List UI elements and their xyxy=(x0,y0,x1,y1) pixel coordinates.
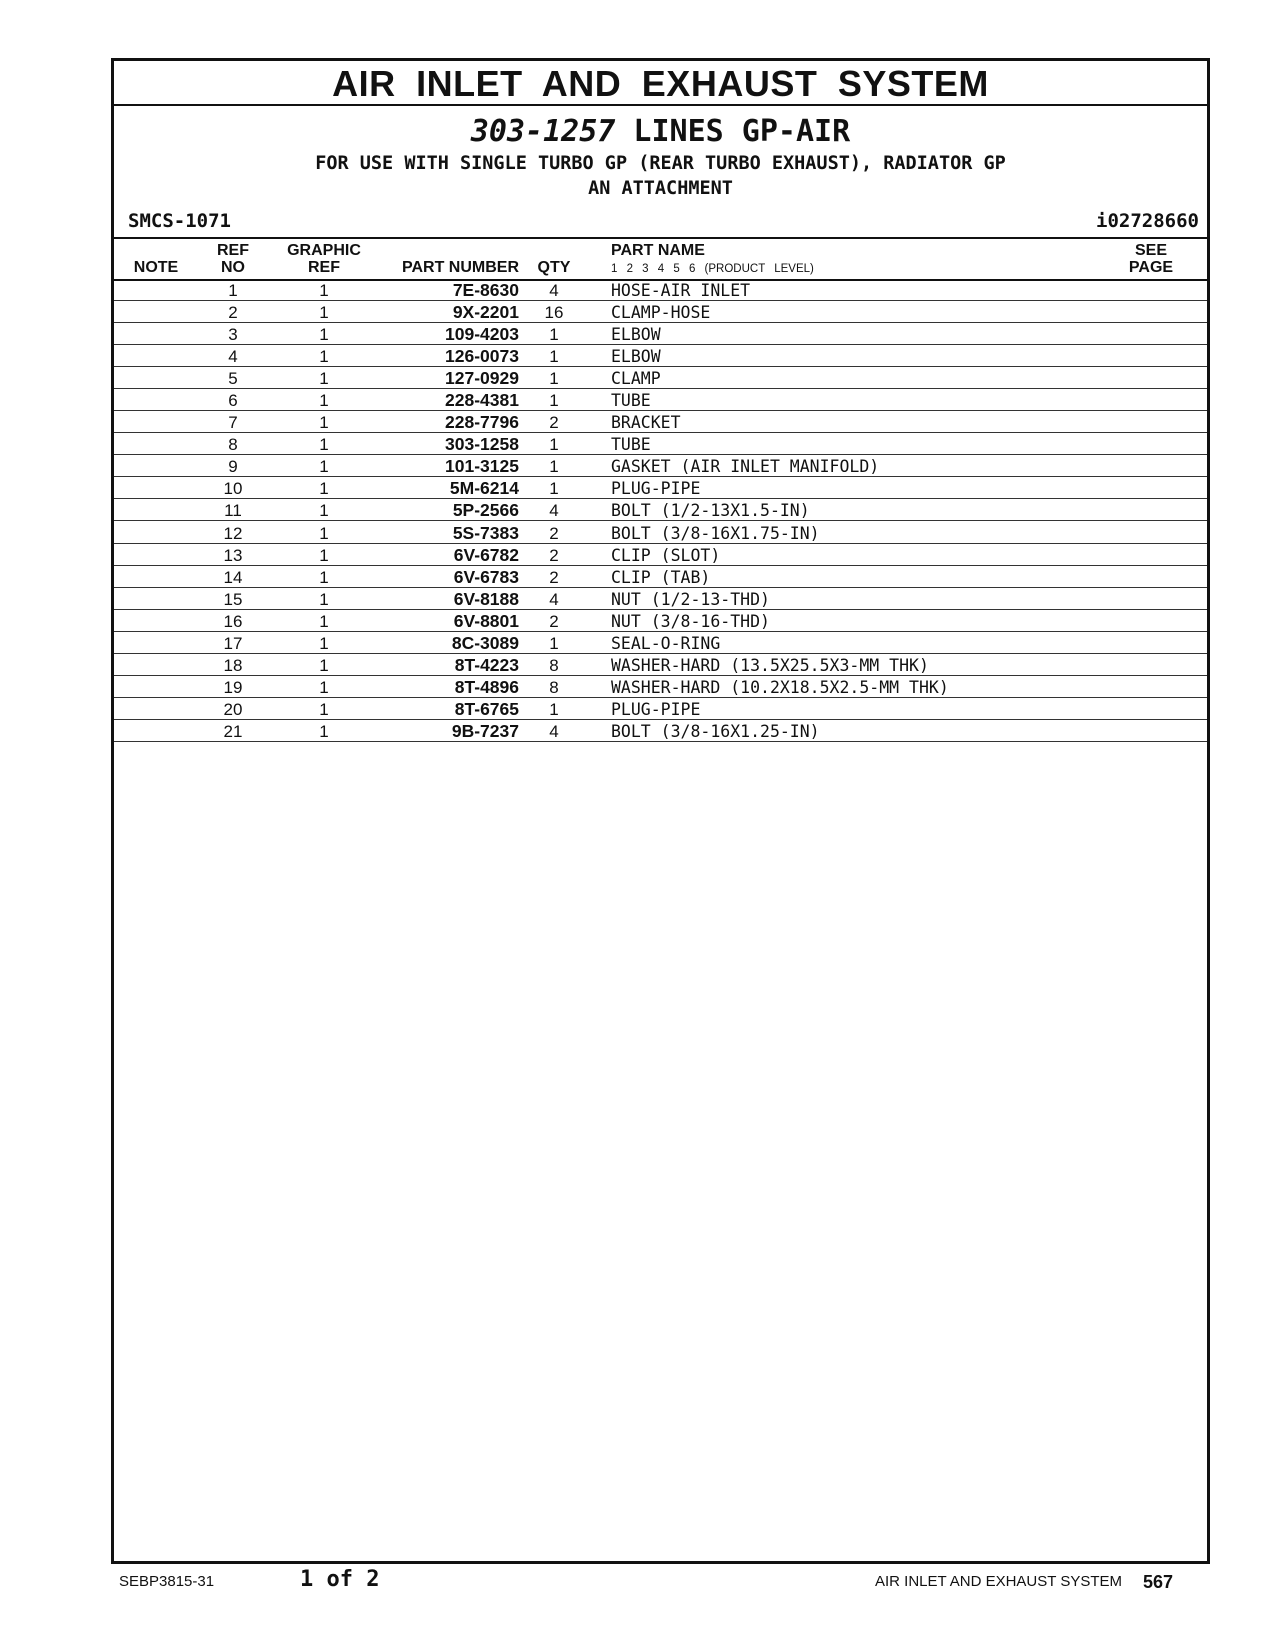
table-row xyxy=(114,611,1207,632)
part-name-cell: NUT (3/8-16-THD) xyxy=(611,611,770,631)
ref-no-cell: 19 xyxy=(223,677,243,697)
ref-no-cell: 9 xyxy=(228,457,238,477)
group-title xyxy=(114,115,1207,149)
document-reference-id: i02728660 xyxy=(1096,210,1199,232)
parts-table xyxy=(114,280,1207,743)
graphic-ref-cell: 1 xyxy=(319,369,329,389)
header-divider xyxy=(114,237,1207,239)
column-header-product-levels: 1 2 3 4 5 6 (PRODUCT LEVEL) xyxy=(611,263,814,275)
part-name-cell: BOLT (3/8-16X1.75-IN) xyxy=(611,523,820,543)
ref-no-cell: 2 xyxy=(228,303,238,323)
part-number-cell: 228-7796 xyxy=(445,412,519,433)
part-name-cell: SEAL-O-RING xyxy=(611,633,721,653)
qty-cell: 2 xyxy=(549,545,559,565)
graphic-ref-cell: 1 xyxy=(319,347,329,367)
part-name-cell: BRACKET xyxy=(611,413,681,433)
part-number-cell: 8T-4223 xyxy=(454,654,519,675)
graphic-ref-cell: 1 xyxy=(319,677,329,697)
part-number-cell: 5P-2566 xyxy=(452,500,519,521)
part-number-cell: 8T-4896 xyxy=(454,676,519,697)
qty-cell: 4 xyxy=(549,501,559,521)
graphic-ref-cell: 1 xyxy=(319,501,329,521)
table-row xyxy=(114,456,1207,477)
graphic-ref-cell: 1 xyxy=(319,325,329,345)
qty-cell: 1 xyxy=(549,347,559,367)
qty-cell: 1 xyxy=(549,457,559,477)
column-header-graphic-top: GRAPHIC xyxy=(287,242,361,259)
table-row xyxy=(114,545,1207,566)
qty-cell: 8 xyxy=(549,655,559,675)
footer-page-of: 1 of 2 xyxy=(300,1567,380,1592)
table-row xyxy=(114,567,1207,588)
column-header-ref-bottom: NO xyxy=(221,259,245,276)
column-header-ref-no xyxy=(208,242,258,276)
part-name-cell: PLUG-PIPE xyxy=(611,699,701,719)
ref-no-cell: 7 xyxy=(228,413,238,433)
ref-no-cell: 16 xyxy=(223,611,243,631)
section-title: AIR INLET AND EXHAUST SYSTEM xyxy=(114,61,1207,106)
column-header-part-name: PART NAME xyxy=(611,242,705,259)
part-number-cell: 5M-6214 xyxy=(449,478,519,499)
part-number-cell: 6V-8801 xyxy=(453,610,519,631)
ref-no-cell: 11 xyxy=(224,501,242,521)
graphic-ref-cell: 1 xyxy=(319,281,329,300)
part-number-cell: 101-3125 xyxy=(445,456,519,477)
part-name-cell: TUBE xyxy=(611,435,651,455)
ref-no-cell: 14 xyxy=(223,567,243,587)
ref-no-cell: 1 xyxy=(228,281,238,300)
table-row xyxy=(114,280,1207,301)
part-name-cell: HOSE-AIR INLET xyxy=(611,281,751,300)
ref-no-cell: 4 xyxy=(228,347,238,367)
qty-cell: 1 xyxy=(549,435,559,455)
part-name-cell: BOLT (1/2-13X1.5-IN) xyxy=(611,501,810,521)
table-row xyxy=(114,523,1207,544)
column-header-qty: QTY xyxy=(537,259,571,276)
graphic-ref-cell: 1 xyxy=(319,655,329,675)
part-name-cell: WASHER-HARD (13.5X25.5X3-MM THK) xyxy=(611,655,929,675)
table-row xyxy=(114,655,1207,676)
footer-system-name: AIR INLET AND EXHAUST SYSTEM xyxy=(874,1573,1122,1590)
graphic-ref-cell: 1 xyxy=(319,721,329,741)
group-subtitle-line2: AN ATTACHMENT xyxy=(588,178,733,199)
table-row xyxy=(114,302,1207,323)
graphic-ref-cell: 1 xyxy=(319,391,329,411)
table-row xyxy=(114,589,1207,610)
qty-cell: 2 xyxy=(549,413,559,433)
ref-no-cell: 12 xyxy=(223,523,243,543)
part-number-cell: 127-0929 xyxy=(445,368,519,389)
graphic-ref-cell: 1 xyxy=(319,589,329,609)
part-name-cell: CLIP (TAB) xyxy=(611,567,711,587)
qty-cell: 1 xyxy=(549,479,559,499)
qty-cell: 4 xyxy=(549,589,559,609)
group-subtitle-line1: FOR USE WITH SINGLE TURBO GP (REAR TURBO EXHAUST), RADIATOR GP xyxy=(315,153,1006,174)
qty-cell: 1 xyxy=(549,699,559,719)
footer-page-number: 567 xyxy=(1142,1572,1173,1592)
part-number-cell: 9B-7237 xyxy=(451,720,519,741)
ref-no-cell: 5 xyxy=(228,369,238,389)
smcs-code: SMCS-1071 xyxy=(128,210,231,232)
footer-document-number: SEBP3815-31 xyxy=(119,1573,215,1590)
table-row xyxy=(114,478,1207,499)
column-header-graphic-ref xyxy=(284,242,364,276)
qty-cell: 2 xyxy=(549,567,559,587)
qty-cell: 4 xyxy=(549,721,559,741)
part-name-cell: WASHER-HARD (10.2X18.5X2.5-MM THK) xyxy=(611,677,949,697)
part-number-cell: 228-4381 xyxy=(445,390,519,411)
ref-no-cell: 6 xyxy=(228,391,238,411)
graphic-ref-cell: 1 xyxy=(319,435,329,455)
table-row xyxy=(114,390,1207,411)
column-header-ref-top: REF xyxy=(217,242,249,259)
ref-no-cell: 3 xyxy=(228,325,238,345)
column-header-see-bottom: PAGE xyxy=(1128,259,1174,276)
part-name-cell: PLUG-PIPE xyxy=(611,479,701,499)
ref-no-cell: 20 xyxy=(223,699,243,719)
graphic-ref-cell: 1 xyxy=(319,457,329,477)
qty-cell: 16 xyxy=(544,303,564,323)
ref-no-cell: 15 xyxy=(223,589,243,609)
part-number-cell: 6V-6783 xyxy=(453,566,519,587)
part-number-cell: 8T-6765 xyxy=(454,698,519,719)
table-row xyxy=(114,434,1207,455)
column-header-part-number: PART NUMBER xyxy=(401,259,519,276)
group-number: 303-1257 xyxy=(470,114,616,149)
graphic-ref-cell: 1 xyxy=(319,567,329,587)
table-row xyxy=(114,677,1207,698)
qty-cell: 2 xyxy=(549,611,559,631)
ref-no-cell: 13 xyxy=(223,545,243,565)
part-number-cell: 6V-6782 xyxy=(453,544,519,565)
qty-cell: 8 xyxy=(549,677,559,697)
ref-no-cell: 21 xyxy=(223,721,243,741)
table-row xyxy=(114,324,1207,345)
part-number-cell: 8C-3089 xyxy=(451,632,519,653)
table-row xyxy=(114,500,1207,521)
qty-cell: 1 xyxy=(549,325,559,345)
table-row xyxy=(114,368,1207,389)
qty-cell: 1 xyxy=(549,633,559,653)
part-name-cell: GASKET (AIR INLET MANIFOLD) xyxy=(611,457,880,477)
part-number-cell: 5S-7383 xyxy=(452,522,519,543)
table-row xyxy=(114,412,1207,433)
qty-cell: 1 xyxy=(549,391,559,411)
parts-page-frame xyxy=(111,58,1210,1564)
column-header-see-top: SEE xyxy=(1134,242,1167,259)
part-name-cell: CLAMP-HOSE xyxy=(611,303,711,323)
part-name-cell: CLAMP xyxy=(611,369,661,389)
column-header-see-page xyxy=(1121,242,1181,276)
table-row xyxy=(114,699,1207,720)
part-name-cell: ELBOW xyxy=(611,325,661,345)
ref-no-cell: 18 xyxy=(223,655,243,675)
part-number-cell: 7E-8630 xyxy=(452,280,519,300)
part-name-cell: ELBOW xyxy=(611,347,661,367)
graphic-ref-cell: 1 xyxy=(319,413,329,433)
ref-no-cell: 17 xyxy=(223,633,243,653)
graphic-ref-cell: 1 xyxy=(319,523,329,543)
part-number-cell: 109-4203 xyxy=(445,324,519,345)
part-number-cell: 126-0073 xyxy=(445,346,519,367)
column-header-graphic-bottom: REF xyxy=(308,259,340,276)
part-name-cell: BOLT (3/8-16X1.25-IN) xyxy=(611,721,820,741)
qty-cell: 2 xyxy=(549,523,559,543)
graphic-ref-cell: 1 xyxy=(319,545,329,565)
column-header-note: NOTE xyxy=(133,259,179,276)
table-row xyxy=(114,346,1207,367)
graphic-ref-cell: 1 xyxy=(319,699,329,719)
part-number-cell: 6V-8188 xyxy=(453,588,519,609)
graphic-ref-cell: 1 xyxy=(319,479,329,499)
ref-no-cell: 8 xyxy=(228,435,238,455)
part-name-cell: CLIP (SLOT) xyxy=(611,545,721,565)
part-name-cell: TUBE xyxy=(611,391,651,411)
part-number-cell: 9X-2201 xyxy=(452,302,519,323)
part-name-cell: NUT (1/2-13-THD) xyxy=(611,589,770,609)
table-row xyxy=(114,633,1207,654)
qty-cell: 4 xyxy=(549,281,559,300)
part-number-cell: 303-1258 xyxy=(445,434,519,455)
graphic-ref-cell: 1 xyxy=(319,303,329,323)
table-row xyxy=(114,721,1207,742)
graphic-ref-cell: 1 xyxy=(319,611,329,631)
qty-cell: 1 xyxy=(549,369,559,389)
group-name: LINES GP-AIR xyxy=(633,114,851,149)
graphic-ref-cell: 1 xyxy=(319,633,329,653)
ref-no-cell: 10 xyxy=(223,479,243,499)
